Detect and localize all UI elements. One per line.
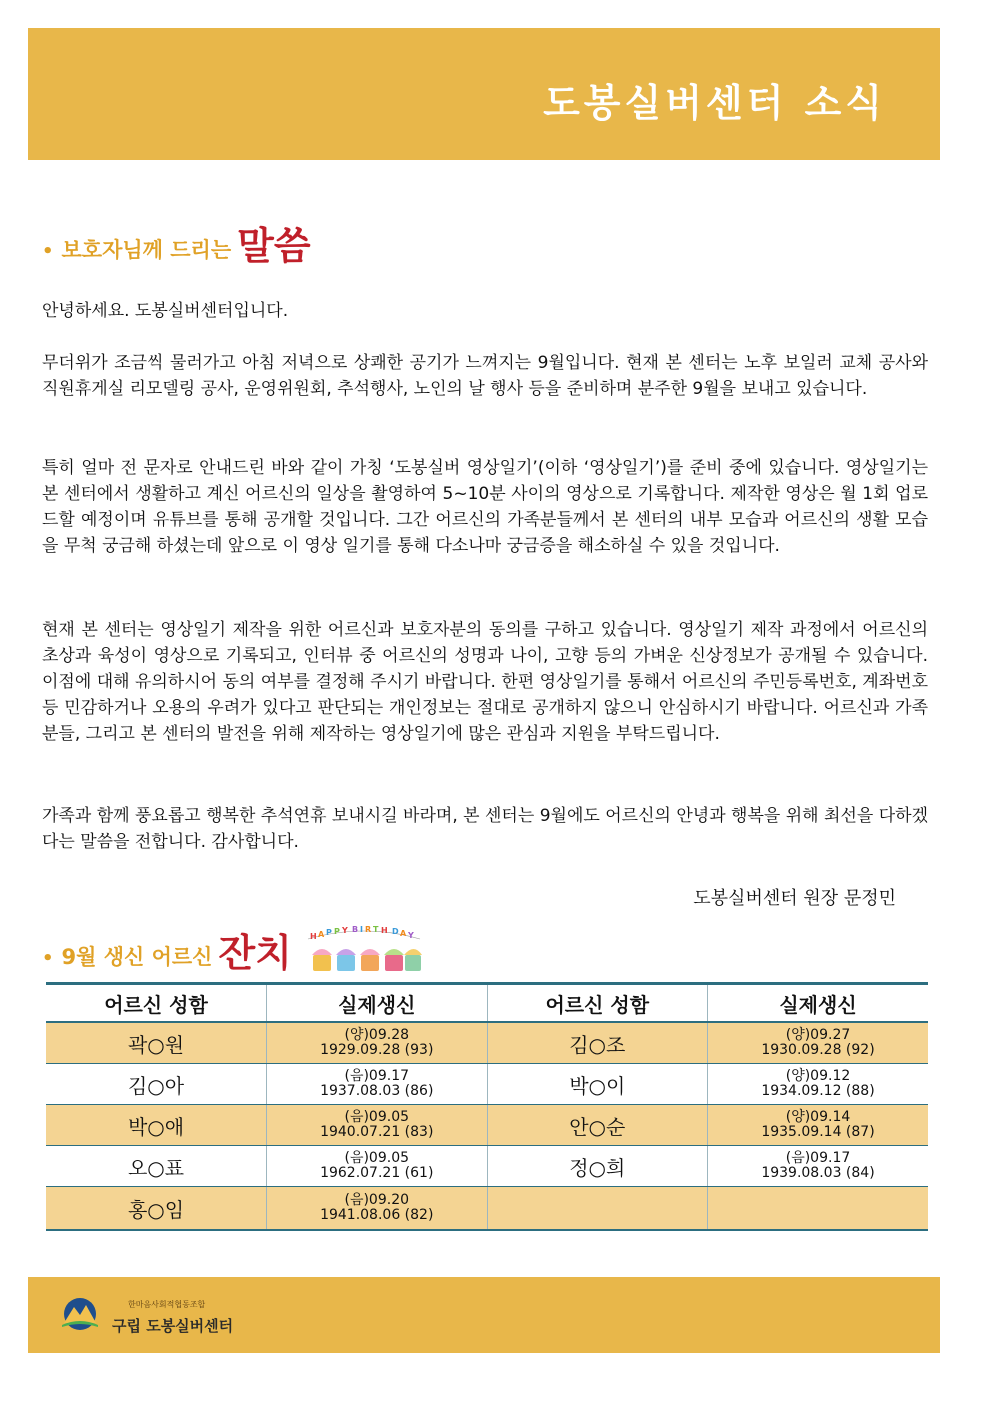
birth-date-age: 1941.08.06 (82) xyxy=(320,1207,434,1223)
elder-name: 박○애 xyxy=(46,1105,267,1146)
svg-text:R: R xyxy=(364,925,372,934)
elder-name xyxy=(487,1187,708,1231)
svg-text:H: H xyxy=(380,926,388,935)
table-row xyxy=(46,1064,928,1105)
letter-signature: 도봉실버센터 원장 문정민 xyxy=(693,888,896,909)
birth-date-age: 1930.09.28 (92) xyxy=(761,1042,875,1058)
footer-org-name: 구립 도봉실버센터 xyxy=(112,1317,234,1335)
birthday-cell xyxy=(708,1146,929,1187)
section-title-big: 말씀 xyxy=(237,224,311,268)
elder-name: 오○표 xyxy=(46,1146,267,1187)
svg-text:H: H xyxy=(309,932,317,941)
bullet-icon: • xyxy=(42,948,54,969)
birth-date-age: 1934.09.12 (88) xyxy=(761,1083,875,1099)
letter-paragraph-september: 무더위가 조금씩 물러가고 아침 저녁으로 상쾌한 공기가 느껴지는 9월입니다. 현재 본 센터는 노후 보일러 교체 공사와 직원휴게실 리모델링 공사, 운영위원회, 추석행사, 노인의 날 행사 등을 준비하며 분주한 9월을 보내고 있습니다. xyxy=(42,353,928,399)
birthday-cupcakes-icon xyxy=(304,925,424,977)
section-guardian-message-heading xyxy=(42,215,311,270)
lunar-solar-date: (음)09.05 xyxy=(344,1150,410,1166)
svg-text:P: P xyxy=(333,927,340,936)
lunar-solar-date: (양)09.27 xyxy=(785,1027,851,1043)
footer-org-small: 한마음사회적협동조합 xyxy=(128,1300,206,1309)
lunar-solar-date: (음)09.17 xyxy=(344,1068,410,1084)
header-banner xyxy=(28,28,940,160)
birth-date-age: 1937.08.03 (86) xyxy=(320,1083,434,1099)
letter-paragraph-video-diary: 특히 얼마 전 문자로 안내드린 바와 같이 가칭 ‘도봉실버 영상일기’(이하 ‘영상일기’)를 준비 중에 있습니다. 영상일기는 본 센터에서 생활하고 계신 어르신의 일상을 촬영하여 5~10분 사이의 영상으로 기록합니다. 제작한 영상은 월 1회 업로드할 예정이며 유튜브를 통해 공개할 것입니다. 그간 어르신의 가족분들께서 본 센터의 내부 모습과 어르신의 생활 모습을 무척 궁금해 하셨는데 앞으로 이 영상 일기를 통해 다소나마 궁금증을 해소하실 수 있을 것입니다. xyxy=(42,458,928,556)
bullet-icon: • xyxy=(42,241,54,262)
birthday-cell xyxy=(267,1105,488,1146)
svg-text:P: P xyxy=(325,928,332,937)
letter-paragraph-closing: 가족과 함께 풍요롭고 행복한 추석연휴 보내시길 바라며, 본 센터는 9월에도 어르신의 안녕과 행복을 위해 최선을 다하겠다는 말씀을 전합니다. 감사합니다. xyxy=(42,806,928,852)
table-row xyxy=(46,1022,928,1064)
lunar-solar-date: (양)09.12 xyxy=(785,1068,851,1084)
birth-date-age: 1962.07.21 (61) xyxy=(320,1165,434,1181)
elder-name: 곽○원 xyxy=(46,1022,267,1064)
table-row xyxy=(46,1187,928,1231)
svg-text:D: D xyxy=(391,927,399,936)
birth-date-age: 1935.09.14 (87) xyxy=(761,1124,875,1140)
table-row xyxy=(46,1105,928,1146)
birthday-cell xyxy=(267,1022,488,1064)
table-header-row xyxy=(46,984,928,1023)
elder-name: 안○순 xyxy=(487,1105,708,1146)
page-title: 도봉실버센터 소식 xyxy=(543,81,886,125)
birthday-cell xyxy=(708,1064,929,1105)
lunar-solar-date: (양)09.28 xyxy=(344,1027,410,1043)
birthday-cell xyxy=(267,1064,488,1105)
section-title-big: 잔치 xyxy=(218,931,292,975)
header-name-col-1: 어르신 성함 xyxy=(46,984,267,1023)
letter-paragraph-consent: 현재 본 센터는 영상일기 제작을 위한 어르신과 보호자분의 동의를 구하고 있습니다. 영상일기 제작 과정에서 어르신의 초상과 육성이 영상으로 기록되고, 인터뷰 중 어르신의 성명과 나이, 고향 등의 가벼운 신상정보가 공개될 수 있습니다. 이점에 대해 유의하시어 동의 여부를 결정해 주시기 바랍니다. 한편 영상일기를 통해서 어르신의 주민등록번호, 계좌번호 등 민감하거나 오용의 우려가 있다고 판단되는 개인정보는 절대로 공개하지 않으니 안심하시기 바랍니다. 어르신과 가족분들, 그리고 본 센터의 발전을 위해 제작하는 영상일기에 많은 관심과 지원을 부탁드립니다. xyxy=(42,620,928,744)
elder-name: 정○희 xyxy=(487,1146,708,1187)
svg-text:I: I xyxy=(359,925,363,934)
birthday-cell xyxy=(708,1187,929,1231)
svg-text:Y: Y xyxy=(341,926,348,935)
birth-date-age: 1929.09.28 (93) xyxy=(320,1042,434,1058)
lunar-solar-date: (양)09.14 xyxy=(785,1109,851,1125)
section-title-small: 9월 생신 어르신 xyxy=(61,945,213,969)
header-name-col-2: 어르신 성함 xyxy=(487,984,708,1023)
svg-text:T: T xyxy=(372,925,379,934)
section-title-small: 보호자님께 드리는 xyxy=(61,238,232,262)
header-birthday-col-1: 실제생신 xyxy=(267,984,488,1023)
footer-banner xyxy=(28,1277,940,1353)
center-logo-icon xyxy=(60,1297,100,1331)
table-row xyxy=(46,1146,928,1187)
svg-text:Y: Y xyxy=(407,931,414,940)
birthday-cell xyxy=(708,1022,929,1064)
elder-name: 박○이 xyxy=(487,1064,708,1105)
svg-text:A: A xyxy=(317,930,325,939)
elder-name: 김○아 xyxy=(46,1064,267,1105)
lunar-solar-date: (음)09.17 xyxy=(785,1150,851,1166)
letter-paragraph-greeting: 안녕하세요. 도봉실버센터입니다. xyxy=(42,301,289,321)
birth-date-age: 1940.07.21 (83) xyxy=(320,1124,434,1140)
birthday-cell xyxy=(267,1187,488,1231)
section-birthday-heading xyxy=(42,922,424,977)
elder-name: 김○조 xyxy=(487,1022,708,1064)
svg-text:B: B xyxy=(351,925,358,934)
header-birthday-col-2: 실제생신 xyxy=(708,984,929,1023)
svg-text:A: A xyxy=(399,929,407,938)
birth-date-age: 1939.08.03 (84) xyxy=(761,1165,875,1181)
birthday-cell xyxy=(267,1146,488,1187)
birthday-cell xyxy=(708,1105,929,1146)
elder-name: 홍○임 xyxy=(46,1187,267,1231)
birthday-table xyxy=(46,982,928,1231)
lunar-solar-date: (음)09.20 xyxy=(344,1192,410,1208)
lunar-solar-date: (음)09.05 xyxy=(344,1109,410,1125)
